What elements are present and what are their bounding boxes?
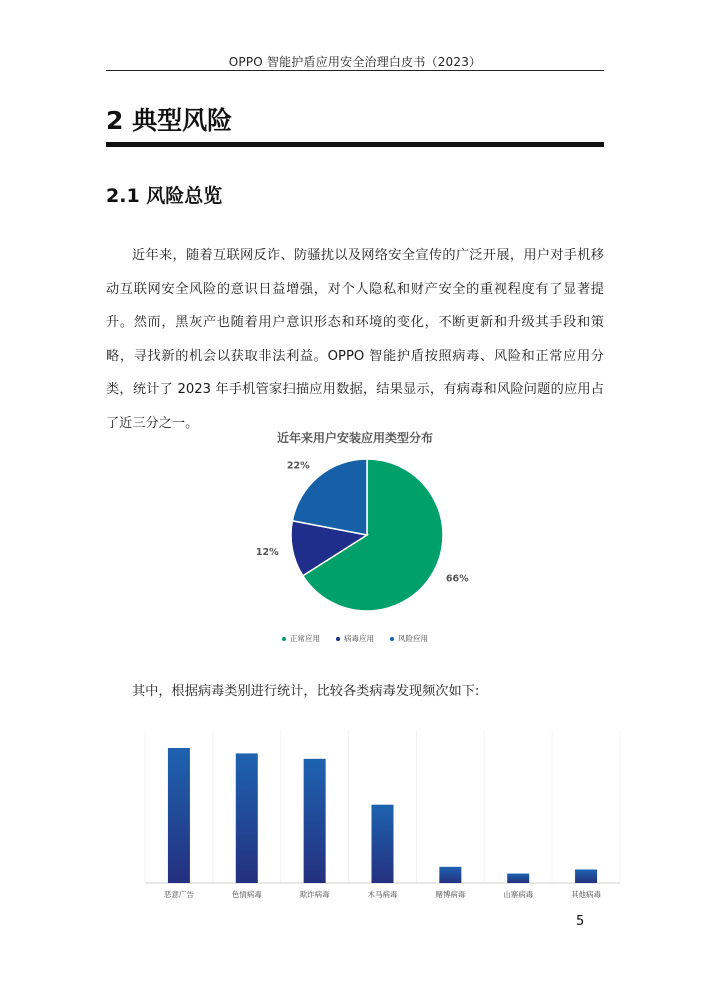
pie-chart — [255, 450, 470, 625]
bar-3 — [372, 805, 394, 883]
pie-value-label-2: 22% — [286, 460, 310, 472]
legend-label-virus: 病毒应用 — [344, 634, 374, 643]
page-number: 5 — [576, 914, 585, 929]
bar-chart-intro: 其中，根据病毒类别进行统计，比较各类病毒发现频次如下: — [132, 684, 480, 699]
bar-4 — [439, 867, 461, 883]
legend-item-normal — [282, 633, 320, 644]
bar-0 — [168, 748, 190, 883]
header-rule — [106, 70, 604, 71]
legend-item-risk — [390, 633, 428, 644]
legend-item-virus — [336, 633, 374, 644]
bar-category-label-3: 木马病毒 — [367, 890, 398, 899]
bar-category-label-6: 其他病毒 — [571, 890, 602, 899]
pie-value-label-0: 66% — [445, 573, 469, 585]
legend-label-risk: 风险应用 — [398, 634, 428, 643]
bar-6 — [575, 870, 597, 884]
body-paragraph: 近年来，随着互联网反诈、防骚扰以及网络安全宣传的广泛开展，用户对手机移动互联网安全风险的意识日益增强，对个人隐私和财产安全的重视程度有了显著提升。然而，黑灰产也随着用户意识形态和环境的变化，不断更新和升级其手段和策略，寻找新的机会以获取非法利益。OPPO 智能护盾按照病毒、风险和正常应用分类，统计了 2023 年手机管家扫描应用数据，结果显示，有病毒和风险问题的应用占了近三分之一。 — [106, 248, 604, 431]
pie-legend — [0, 633, 710, 644]
bar-category-label-1: 色情病毒 — [231, 890, 262, 899]
running-header: OPPO 智能护盾应用安全治理白皮书（2023） — [228, 55, 482, 69]
bar-category-label-5: 山寨病毒 — [503, 890, 534, 899]
bar-category-label-0: 恶意广告 — [163, 890, 194, 899]
section-title: 2.1 风险总览 — [106, 185, 223, 207]
legend-swatch-virus — [336, 637, 340, 641]
bar-chart — [140, 730, 625, 905]
bar-category-label-4: 赌博病毒 — [435, 890, 466, 899]
chapter-title: 2 典型风险 — [106, 106, 233, 135]
pie-chart-title: 近年来用户安装应用类型分布 — [276, 431, 433, 445]
legend-swatch-normal — [282, 637, 286, 641]
bar-5 — [507, 874, 529, 883]
bar-2 — [304, 759, 326, 883]
pie-value-label-1: 12% — [255, 546, 279, 558]
chapter-rule — [106, 142, 604, 147]
bar-category-label-2: 欺诈病毒 — [299, 890, 330, 899]
legend-swatch-risk — [390, 637, 394, 641]
legend-label-normal: 正常应用 — [290, 634, 320, 643]
bar-1 — [236, 753, 258, 883]
